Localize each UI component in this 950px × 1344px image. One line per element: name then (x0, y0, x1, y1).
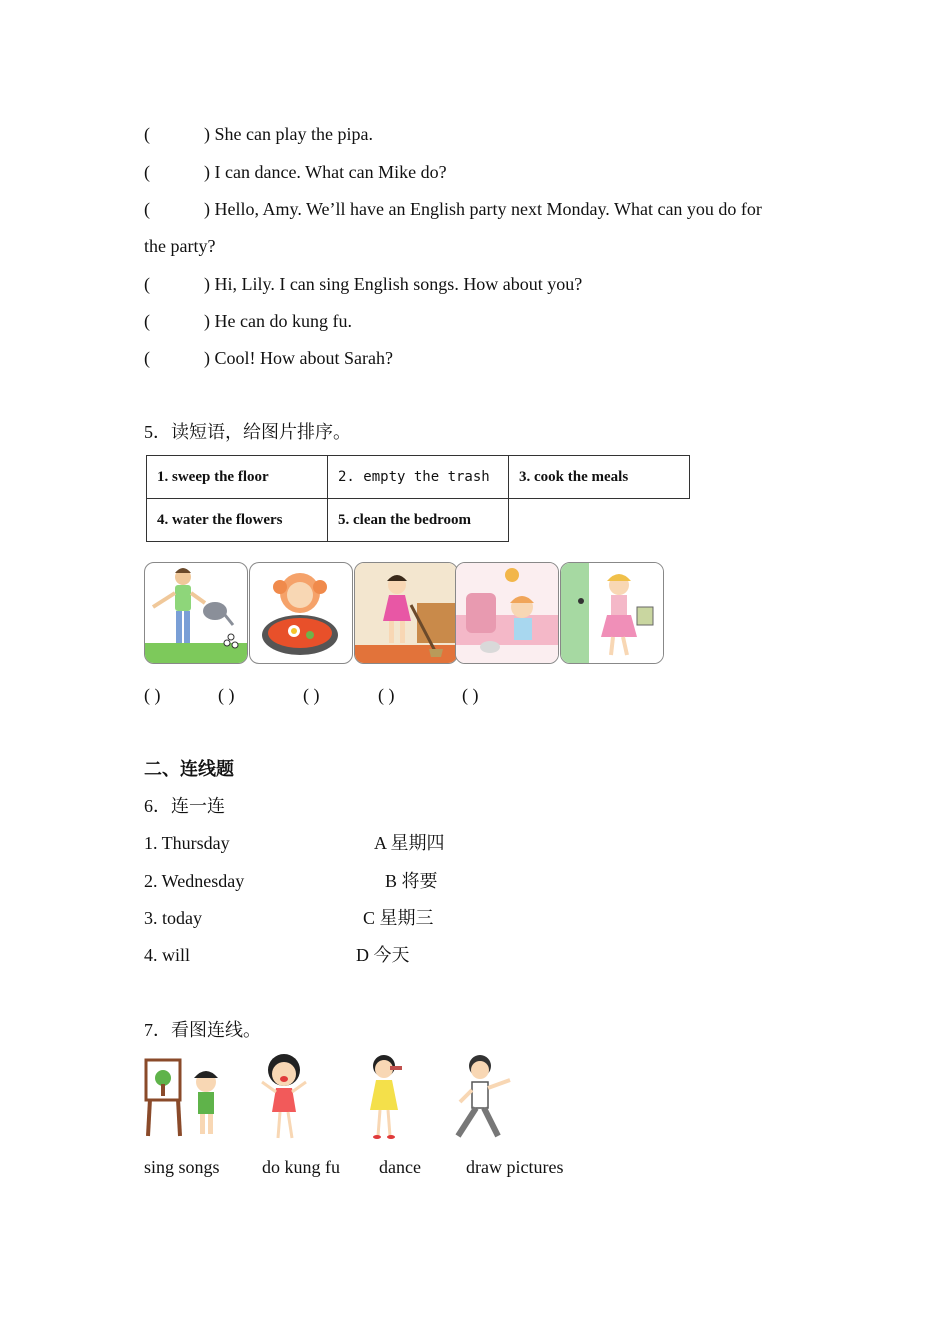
picture-sing-songs (258, 1052, 310, 1149)
match-left-item: 2. Wednesday (144, 871, 245, 891)
picture-draw-pictures (144, 1052, 230, 1145)
caption: dance (379, 1157, 421, 1177)
sentence-line-5 (144, 309, 352, 333)
sentence-line-3-cont (144, 234, 215, 258)
answer-blank-1[interactable]: ( ) (144, 685, 161, 705)
phrase-cell: 5. clean the bedroom (328, 499, 509, 542)
sentence-line-3 (144, 197, 762, 221)
match-right-item: C 星期三 (363, 908, 434, 928)
picture-cook-meals (249, 562, 353, 664)
paren-open: ( (144, 124, 150, 144)
sentence-text: ) I can dance. What can Mike do? (204, 162, 447, 182)
picture-empty-trash (560, 562, 664, 664)
paren-open: ( (144, 348, 150, 368)
match-right-item: B 将要 (385, 871, 438, 891)
sentence-line-4 (144, 272, 582, 296)
picture-clean-bedroom (455, 562, 559, 664)
match-left-item: 1. Thursday (144, 833, 230, 853)
sentence-text: ) Cool! How about Sarah? (204, 348, 393, 368)
sentence-line-6 (144, 346, 393, 370)
sentence-text: the party? (144, 236, 216, 256)
caption: do kung fu (262, 1157, 340, 1177)
sentence-line-2 (144, 160, 447, 184)
section-heading: 二、连线题 (144, 759, 234, 779)
sentence-text: ) He can do kung fu. (204, 311, 352, 331)
phrase-cell: 3. cook the meals (509, 456, 690, 499)
q5-title: 5．读短语，给图片排序。 (144, 422, 351, 442)
match-left-item: 3. today (144, 908, 202, 928)
picture-water-flowers (144, 562, 248, 664)
paren-open: ( (144, 199, 150, 219)
caption: sing songs (144, 1157, 220, 1177)
picture-kung-fu (450, 1052, 516, 1149)
sentence-text: ) She can play the pipa. (204, 124, 373, 144)
match-right-item: D 今天 (356, 945, 410, 965)
answer-blank-2[interactable]: ( ) (218, 685, 235, 705)
paren-open: ( (144, 274, 150, 294)
answer-blank-5[interactable]: ( ) (462, 685, 479, 705)
paren-open: ( (144, 162, 150, 182)
match-left-item: 4. will (144, 945, 191, 965)
answer-blank-4[interactable]: ( ) (378, 685, 395, 705)
sentence-line-1 (144, 122, 373, 146)
empty-cell (509, 499, 690, 542)
picture-dance (360, 1052, 408, 1145)
answer-blank-3[interactable]: ( ) (303, 685, 320, 705)
phrase-cell: 2. empty the trash (328, 456, 509, 499)
q6-title: 6．连一连 (144, 796, 225, 816)
phrase-cell: 4. water the flowers (147, 499, 328, 542)
match-right-item: A 星期四 (374, 833, 445, 853)
q7-title: 7．看图连线。 (144, 1020, 261, 1040)
picture-sweep-floor (354, 562, 458, 664)
sentence-text: ) Hello, Amy. We’ll have an English party next Monday. What can you do for (204, 199, 762, 219)
caption: draw pictures (466, 1157, 564, 1177)
paren-open: ( (144, 311, 150, 331)
sentence-text: ) Hi, Lily. I can sing English songs. How about you? (204, 274, 583, 294)
phrase-table (146, 455, 690, 542)
phrase-cell: 1. sweep the floor (147, 456, 328, 499)
